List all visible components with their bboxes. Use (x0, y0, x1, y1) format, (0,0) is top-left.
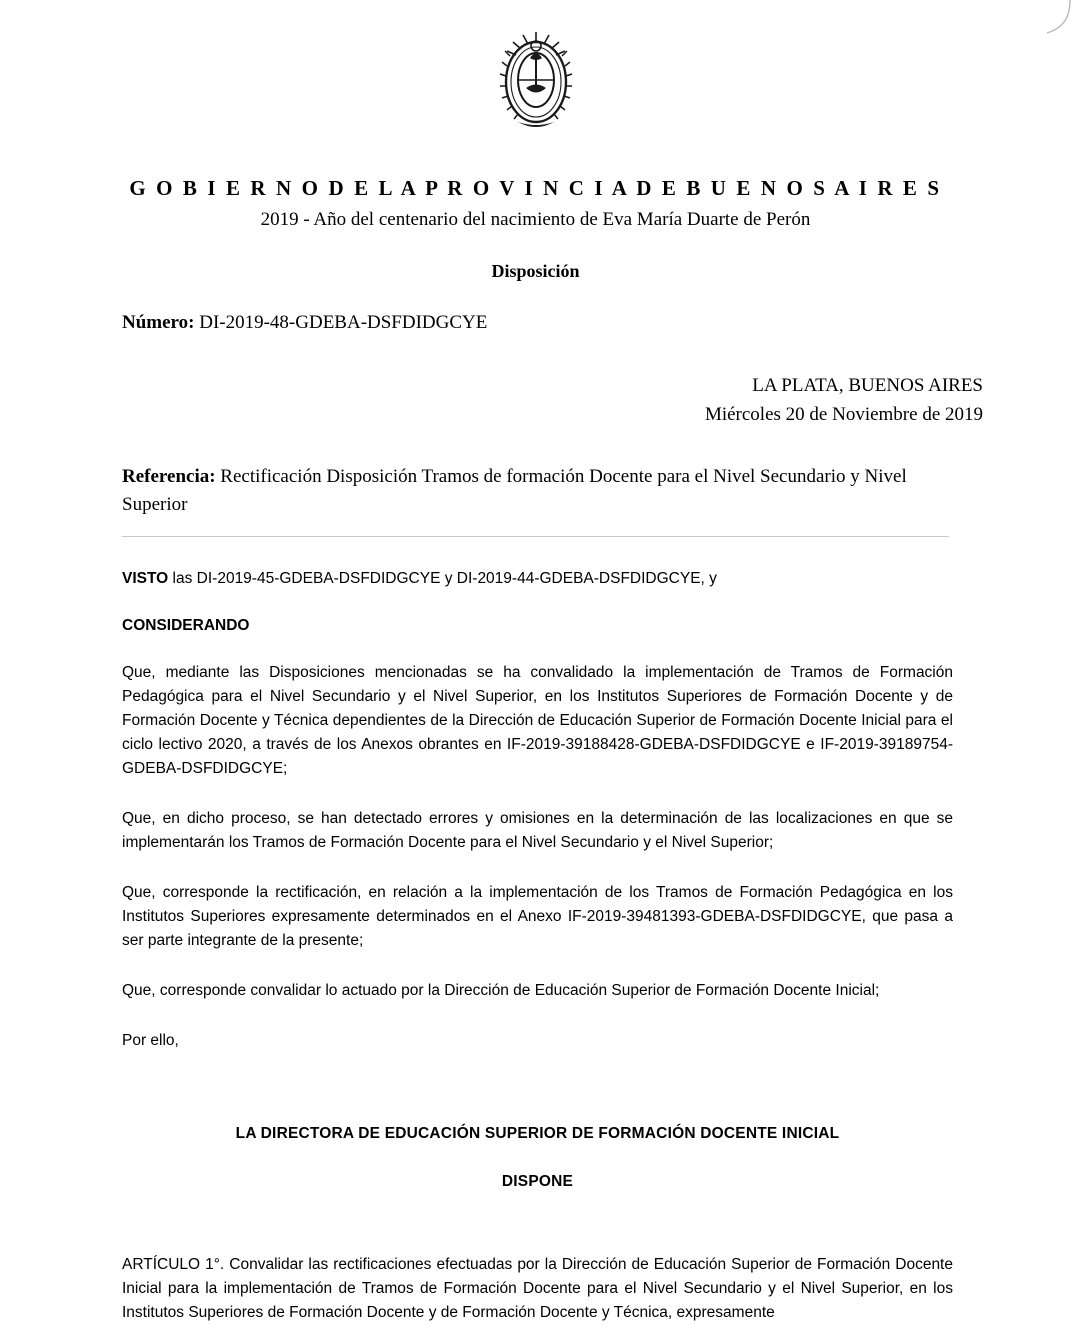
document-number-value: DI-2019-48-GDEBA-DSFDIDGCYE (199, 312, 488, 333)
paragraph: Que, mediante las Disposiciones mencionadas se ha convalidado la implementación de Tramos de Formación Pedagógica para el Nivel Secundario y el Nivel Superior, en los Institutos Superiores de Formación Docente y de Formación Docente y Técnica dependientes de la Dirección de Educación Superior de Formación Docente Inicial para el ciclo lectivo 2020, a través de los Anexos obrantes en IF-2019-39188428-GDEBA-DSFDIDGCYE e IF-2019-39189754-GDEBA-DSFDIDGCYE; (122, 664, 953, 778)
date-text: Miércoles 20 de Noviembre de 2019 (704, 403, 983, 425)
page-corner-curl-icon (1037, 0, 1071, 34)
document-number-row (80, 312, 991, 334)
government-title: G O B I E R N O D E L A P R O V I N C I A D E B U E N O S A I R E S (129, 176, 942, 200)
reference-label: Referencia: (122, 466, 216, 487)
paragraph: Que, corresponde la rectificación, en relación a la implementación de los Tramos de Formación Pedagógica en los Institutos Superiores expresamente determinados en el Anexo IF-2019-39481393-GDEBA-DSFDIDGCYE, que pasa a ser parte integrante de la presente; (122, 884, 953, 950)
document-number-label: Número: (122, 312, 195, 333)
paragraph: Que, corresponde convalidar lo actuado por la Dirección de Educación Superior de Formación Docente Inicial; (122, 982, 880, 1000)
authority-line: LA DIRECTORA DE EDUCACIÓN SUPERIOR DE FORMACIÓN DOCENTE INICIAL (235, 1125, 840, 1143)
visto-line (122, 567, 953, 591)
paragraph: Por ello, (122, 1032, 179, 1050)
place-date-block (80, 372, 991, 429)
crest-container (80, 0, 991, 144)
government-subtitle: 2019 - Año del centenario del nacimiento de Eva María Duarte de Perón (260, 209, 811, 230)
place-text: LA PLATA, BUENOS AIRES (752, 375, 983, 396)
document-body (80, 567, 991, 1325)
article-1-paragraph: ARTÍCULO 1°. Convalidar las rectificaciones efectuadas por la Dirección de Educación Superior de Formación Docente Inicial para la implementación de Tramos de Formación Docente para el Nivel Secundario y el Nivel Superior, en los Institutos Superiores de Formación Docente y de Formación Docente y Técnica, expresamente (122, 1256, 953, 1322)
visto-text: las DI-2019-45-GDEBA-DSFDIDGCYE y DI-2019-44-GDEBA-DSFDIDGCYE, y (168, 570, 717, 588)
reference-value: Rectificación Disposición Tramos de formación Docente para el Nivel Secundario y Nivel Superior (122, 466, 907, 515)
reference-row (80, 463, 991, 518)
header-divider (122, 536, 949, 537)
considerando-heading: CONSIDERANDO (122, 617, 250, 635)
visto-label: VISTO (122, 570, 169, 588)
argentina-coat-of-arms-icon (488, 24, 584, 144)
dispone-heading: DISPONE (501, 1173, 574, 1191)
document-type-heading: Disposición (491, 261, 580, 281)
paragraph: Que, en dicho proceso, se han detectado errores y omisiones en la determinación de las localizaciones en que se implementarán los Tramos de Formación Docente para el Nivel Secundario y el Nivel Superior; (122, 810, 953, 852)
